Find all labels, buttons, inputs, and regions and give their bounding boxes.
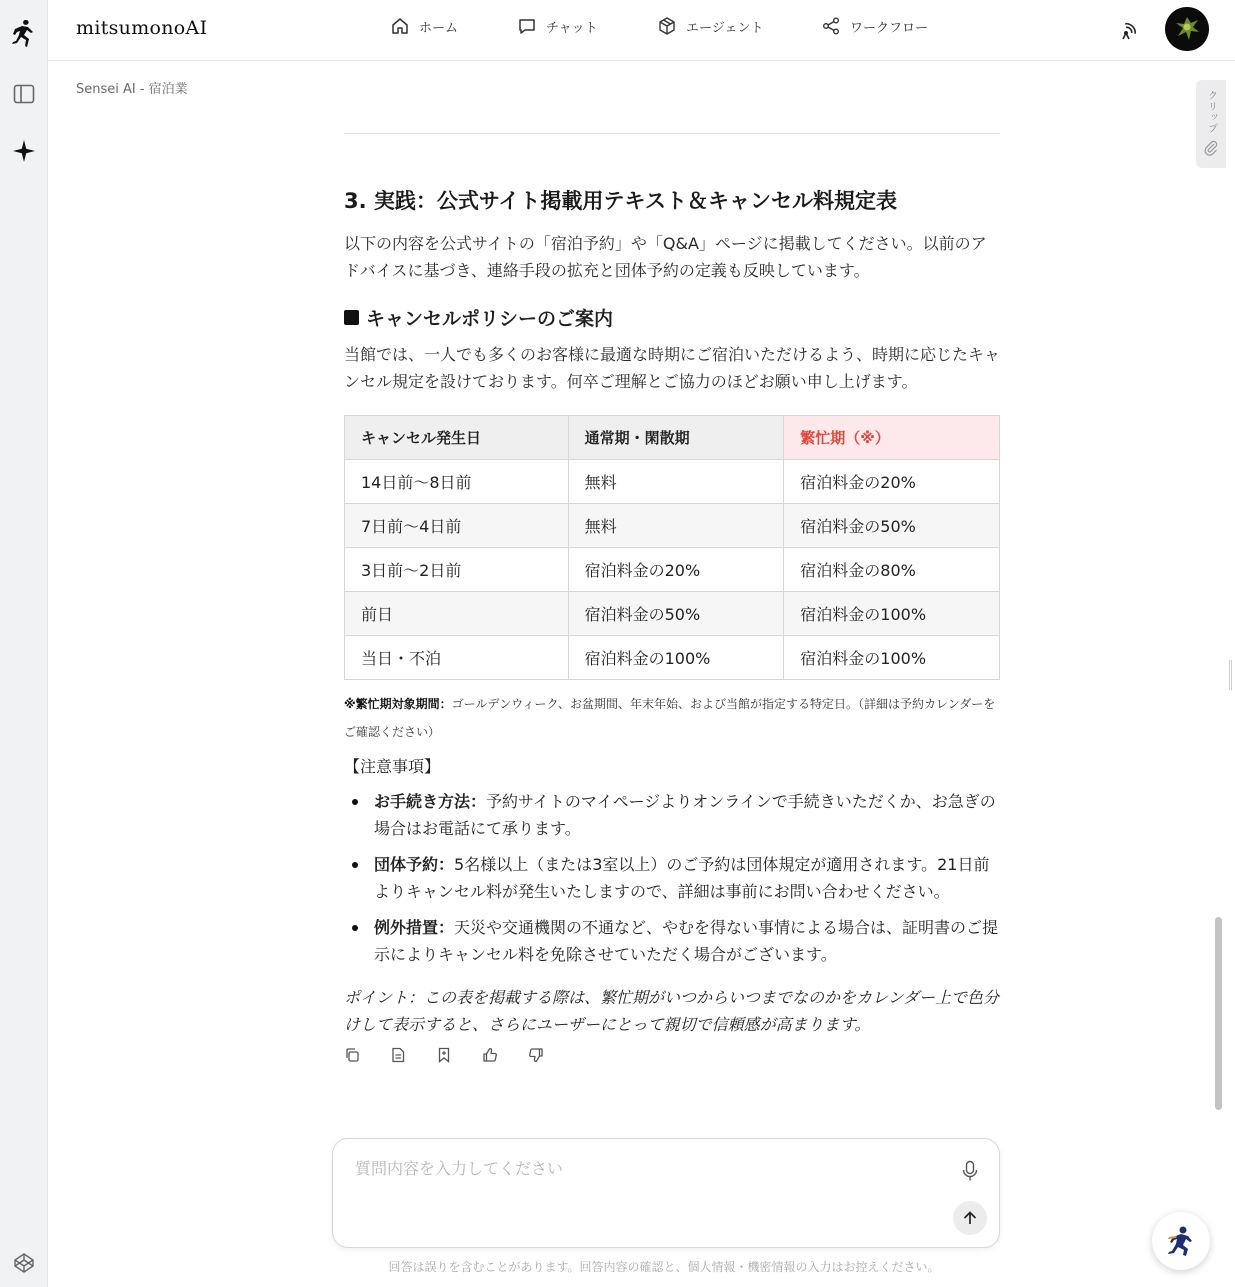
clip-tab-label: クリップ — [1205, 90, 1217, 134]
nav-chat[interactable] — [517, 16, 598, 36]
sidebar-toggle-icon[interactable] — [9, 79, 39, 109]
table-cell: 宿泊料金の80% — [784, 548, 1000, 592]
breadcrumb[interactable]: Sensei AI - 宿泊業 — [76, 82, 188, 97]
nav-home-label: ホーム — [419, 20, 459, 36]
table-cell: 無料 — [568, 460, 784, 504]
table-header-cell: キャンセル発生日 — [345, 416, 569, 460]
list-item-text: 5名様以上（または3室以上）のご予約は団体規定が適用されます。21日前よりキャンセル料が発生いたしますので、詳細は事前にお問い合わせください。 — [374, 855, 990, 901]
tip-paragraph: ポイント：この表を掲載する際は、繁忙期がいつからいつまでなのかをカレンダー上で色分けして表示すると、さらにユーザーにとって親切で信頼感が高まります。 — [344, 988, 999, 1034]
table-cell: 宿泊料金の20% — [784, 460, 1000, 504]
divider — [344, 133, 1000, 134]
list-item-label: 例外措置： — [374, 918, 455, 937]
cancel-fee-table — [344, 415, 1000, 680]
top-bar — [48, 0, 1235, 61]
table-cell: 当日・不泊 — [345, 636, 569, 680]
runner-mascot-icon — [1163, 1223, 1199, 1259]
table-cell: 宿泊料金の100% — [568, 636, 784, 680]
runner-logo-icon[interactable] — [9, 18, 39, 48]
resize-handle[interactable] — [1229, 660, 1232, 690]
left-rail — [0, 0, 48, 1287]
table-row — [345, 636, 1000, 680]
nav-agent-label: エージェント — [686, 20, 764, 36]
policy-intro-paragraph: 当館では、一人でも多くのお客様に最適な時期にご宿泊いただけるよう、時期に応じたキャンセル規定を設けております。何卒ご理解とご協力のほどお願い申し上げます。 — [344, 345, 1001, 391]
table-cell: 14日前〜8日前 — [345, 460, 569, 504]
arrow-up-icon — [962, 1210, 978, 1226]
subheading-text: キャンセルポリシーのご案内 — [366, 308, 614, 330]
copy-icon[interactable] — [344, 1046, 360, 1064]
thumbs-up-icon[interactable] — [482, 1046, 498, 1064]
table-cell: 宿泊料金の50% — [784, 504, 1000, 548]
footnote-text: ゴールデンウィーク、お盆期間、年末年始、および当館が指定する特定日。（詳細は予約カレンダーをご確認ください） — [344, 697, 996, 739]
table-header-row — [345, 416, 1000, 460]
table-cell: 3日前〜2日前 — [345, 548, 569, 592]
intro-paragraph: 以下の内容を公式サイトの「宿泊予約」や「Q&A」ページに掲載してください。以前のアドバイスに基づき、連絡手段の拡充と団体予約の定義も反映しています。 — [344, 234, 987, 280]
chat-input[interactable] — [355, 1159, 915, 1178]
chat-icon — [517, 16, 537, 36]
nav-workflow-label: ワークフロー — [850, 20, 929, 36]
nav-workflow[interactable] — [821, 16, 928, 36]
assistant-launcher-button[interactable] — [1152, 1212, 1210, 1270]
nav-home[interactable] — [390, 16, 458, 36]
table-cell: 前日 — [345, 592, 569, 636]
thumbs-down-icon[interactable] — [528, 1046, 544, 1064]
table-header-cell: 通常期・閑散期 — [568, 416, 784, 460]
scrollbar-thumb[interactable] — [1215, 917, 1222, 1110]
share-icon — [821, 16, 841, 36]
message-actions — [344, 1046, 544, 1064]
nav-chat-label: チャット — [546, 20, 598, 36]
footnote-label: ※繁忙期対象期間： — [344, 697, 452, 711]
table-cell: 宿泊料金の100% — [784, 636, 1000, 680]
cube-icon — [657, 16, 677, 36]
list-item-text: 天災や交通機関の不通など、やむを得ない事情による場合は、証明書のご提示によりキャンセル料を免除させていただく場合がございます。 — [374, 918, 999, 964]
list-item — [344, 914, 1000, 968]
nav-agent[interactable] — [657, 16, 763, 36]
notes-list — [344, 788, 1000, 977]
list-item-text: 予約サイトのマイページよりオンラインで手続きいただくか、お急ぎの場合はお電話にて承ります。 — [374, 792, 996, 838]
table-row — [345, 548, 1000, 592]
codepen-icon[interactable] — [9, 1248, 39, 1278]
list-item — [344, 788, 1000, 842]
chat-input-box — [332, 1138, 1000, 1248]
table-cell: 宿泊料金の100% — [784, 592, 1000, 636]
black-square-bullet-icon — [344, 310, 359, 325]
notes-heading: 【注意事項】 — [344, 757, 441, 776]
brand-name[interactable]: mitsumonoAI — [76, 17, 208, 39]
table-row — [345, 504, 1000, 548]
list-item — [344, 851, 1000, 905]
table-cell: 無料 — [568, 504, 784, 548]
peak-period-footnote — [344, 690, 1000, 746]
list-item-label: 団体予約： — [374, 855, 455, 874]
table-cell: 宿泊料金の20% — [568, 548, 784, 592]
disclaimer-text: 回答は誤りを含むことがあります。回答内容の確認と、個人情報・機密情報の入力はお控えください。 — [388, 1260, 940, 1274]
document-icon[interactable] — [390, 1046, 406, 1064]
subheading — [344, 304, 613, 331]
broadcast-icon[interactable] — [1116, 17, 1142, 43]
table-cell: 宿泊料金の50% — [568, 592, 784, 636]
avatar[interactable] — [1165, 7, 1209, 51]
table-cell: 7日前〜4日前 — [345, 504, 569, 548]
microphone-icon[interactable] — [959, 1159, 981, 1183]
table-header-cell-peak: 繁忙期（※） — [784, 416, 1000, 460]
sparkle-icon[interactable] — [9, 136, 39, 166]
home-icon — [390, 16, 410, 36]
table-row — [345, 460, 1000, 504]
send-button[interactable] — [953, 1201, 987, 1235]
list-item-label: お手続き方法： — [374, 792, 487, 811]
bookmark-icon[interactable] — [436, 1046, 452, 1064]
table-row — [345, 592, 1000, 636]
section-heading: 3. 実践：公式サイト掲載用テキスト＆キャンセル料規定表 — [344, 189, 898, 213]
